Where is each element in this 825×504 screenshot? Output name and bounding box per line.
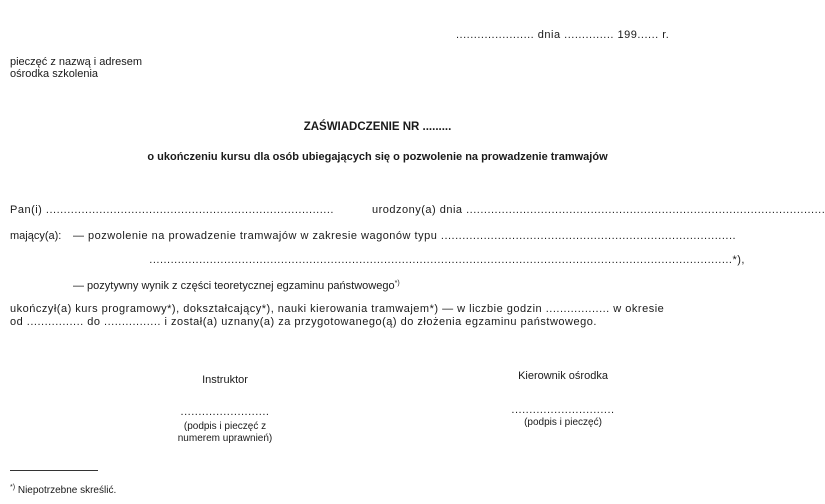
instructor-title: Instruktor (202, 374, 248, 386)
director-title: Kierownik ośrodka (518, 370, 608, 382)
instructor-caption-line-1: (podpis i pieczęć z (183, 421, 267, 432)
footnote-divider (10, 470, 98, 471)
document-subtitle: o ukończeniu kursu dla osób ubiegających się o pozwolenie na prowadzenie tramwajów (147, 151, 608, 163)
stamp-label-line-2: ośrodka szkolenia (10, 68, 99, 80)
date-line: ...................... dnia .............. 199...... r. (456, 29, 670, 41)
permit-scope-continuation: ....................................................................................................................................................................*), (149, 254, 745, 266)
theory-exam-item (73, 277, 400, 293)
footnote-mark: *) (394, 280, 400, 287)
permit-scope-field: — pozwolenie na prowadzenie tramwajów w zakresie wagonów typu ................................................................................... (73, 230, 737, 242)
instructor-caption-line-2: numerem uprawnień) (177, 433, 273, 444)
birth-date-field: urodzony(a) dnia ..................................................................................................... (372, 204, 825, 216)
majacy-label: mający(a): (10, 230, 62, 242)
pan-field: Pan(i) ................................................................................. (10, 204, 334, 216)
document-title: ZAŚWIADCZENIE NR ......... (303, 121, 452, 133)
course-paragraph-line-2: od ................ do ................ i został(a) uznany(a) za przygotowanego(ą) do złożenia egzaminu państwowego. (10, 316, 597, 328)
theory-exam-text: — pozytywny wynik z części teoretycznej egzaminu państwowego (73, 280, 395, 292)
footnote (10, 481, 116, 497)
director-caption: (podpis i pieczęć) (524, 417, 602, 428)
director-signature-line: ............................. (511, 404, 615, 416)
footnote-text: Niepotrzebne skreślić. (17, 485, 117, 496)
stamp-label-line-1: pieczęć z nazwą i adresem (10, 56, 143, 68)
footnote-mark: *) (10, 484, 16, 491)
course-paragraph-line-1: ukończył(a) kurs programowy*), dokształcający*), nauki kierowania tramwajem*) — w liczbie godzin .................. w okresie (10, 303, 665, 315)
instructor-signature-line: ......................... (180, 406, 270, 418)
